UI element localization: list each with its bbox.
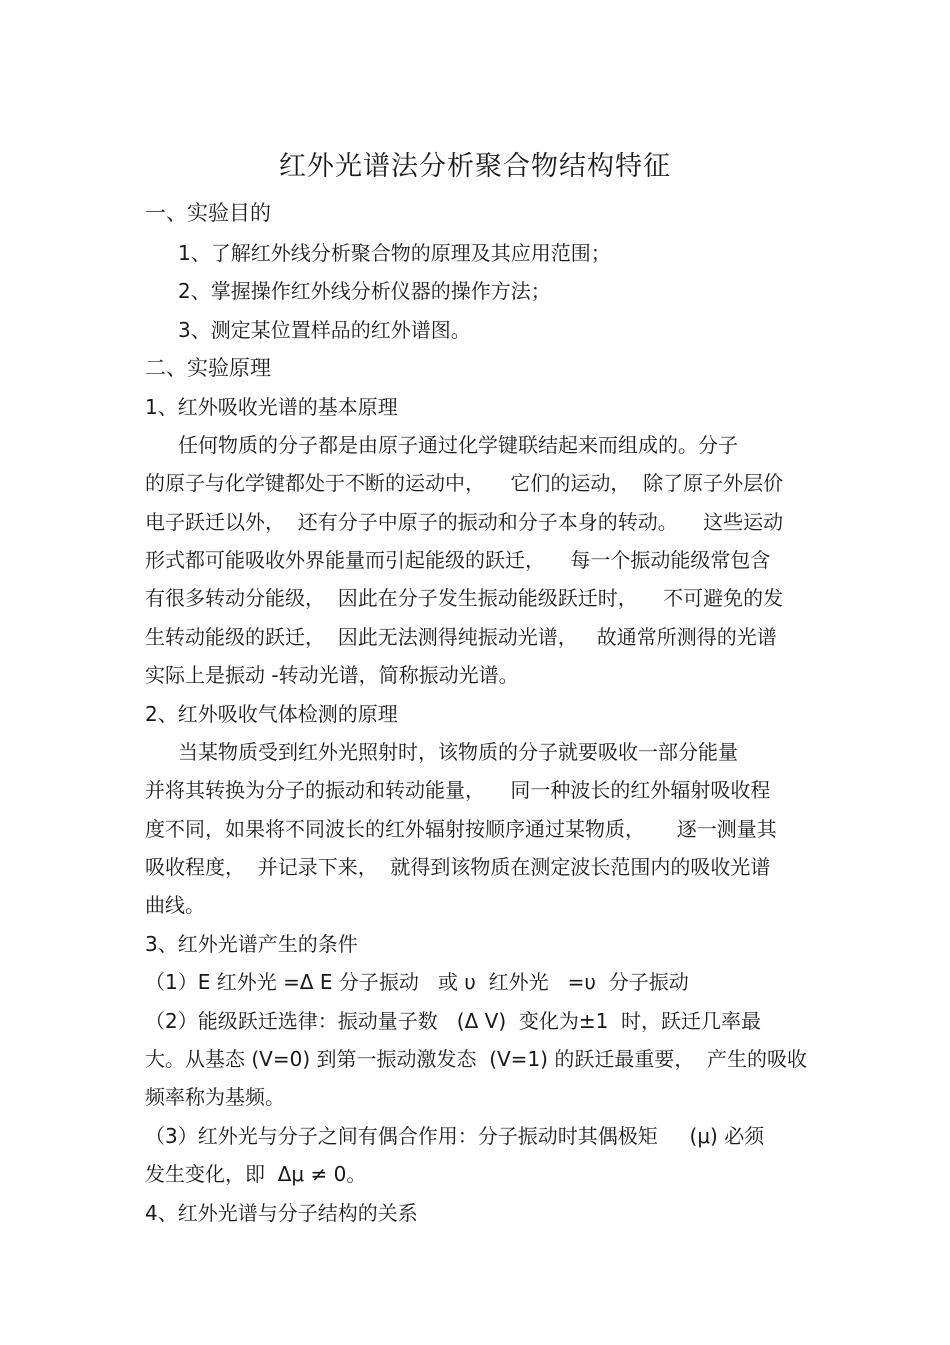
subheading-gas-detection: 2、红外吸收气体检测的原理 [145, 702, 398, 726]
paragraph-line: 并将其转换为分子的振动和转动能量， 同一种波长的红外辐射吸收程 [145, 778, 771, 802]
section-heading-purpose: 一、实验目的 [145, 201, 271, 225]
condition-2-cont: 大。从基态 (V=0) 到第一振动激发态 (V=1) 的跃迁最重要， 产生的吸收 [145, 1047, 808, 1071]
condition-2: （2）能级跃迁选律：振动量子数 (Δ V) 变化为±1 时，跃迁几率最 [145, 1009, 762, 1033]
paragraph-line: 有很多转动分能级， 因此在分子发生振动能级跃迁时， 不可避免的发 [145, 586, 784, 610]
paragraph-line: 当某物质受到红外光照射时，该物质的分子就要吸收一部分能量 [178, 740, 738, 764]
condition-2-cont: 频率称为基频。 [145, 1085, 285, 1109]
document-title: 红外光谱法分析聚合物结构特征 [279, 151, 671, 182]
paragraph-line: 生转动能级的跃迁， 因此无法测得纯振动光谱， 故通常所测得的光谱 [145, 625, 777, 649]
section-heading-principle: 二、实验原理 [145, 356, 271, 380]
paragraph-line: 实际上是振动 -转动光谱，简称振动光谱。 [145, 663, 519, 687]
purpose-item-3: 3、测定某位置样品的红外谱图。 [178, 318, 471, 342]
paragraph-line: 任何物质的分子都是由原子通过化学键联结起来而组成的。分子 [178, 433, 738, 457]
paragraph-line: 度不同，如果将不同波长的红外辐射按顺序通过某物质， 逐一测量其 [145, 817, 777, 841]
paragraph-line: 形式都可能吸收外界能量而引起能级的跃迁， 每一个振动能级常包含 [145, 548, 771, 572]
paragraph-line: 的原子与化学键都处于不断的运动中， 它们的运动， 除了原子外层价 [145, 471, 784, 495]
condition-1: （1）E 红外光 =Δ E 分子振动 或 υ 红外光 =υ 分子振动 [145, 970, 689, 994]
purpose-item-2: 2、掌握操作红外线分析仪器的操作方法； [178, 279, 551, 303]
condition-3-cont: 发生变化，即 Δμ ≠ 0。 [145, 1162, 367, 1186]
paragraph-line: 吸收程度， 并记录下来， 就得到该物质在测定波长范围内的吸收光谱 [145, 855, 771, 879]
subheading-structure-relation: 4、红外光谱与分子结构的关系 [145, 1201, 418, 1225]
paragraph-line: 曲线。 [145, 893, 205, 917]
subheading-conditions: 3、红外光谱产生的条件 [145, 932, 358, 956]
paragraph-line: 电子跃迁以外， 还有分子中原子的振动和分子本身的转动。 这些运动 [145, 510, 784, 534]
subheading-ir-basic: 1、红外吸收光谱的基本原理 [145, 395, 398, 419]
purpose-item-1: 1、了解红外线分析聚合物的原理及其应用范围； [178, 241, 611, 265]
condition-3: （3）红外光与分子之间有偶合作用：分子振动时其偶极矩 (μ) 必须 [145, 1124, 765, 1148]
